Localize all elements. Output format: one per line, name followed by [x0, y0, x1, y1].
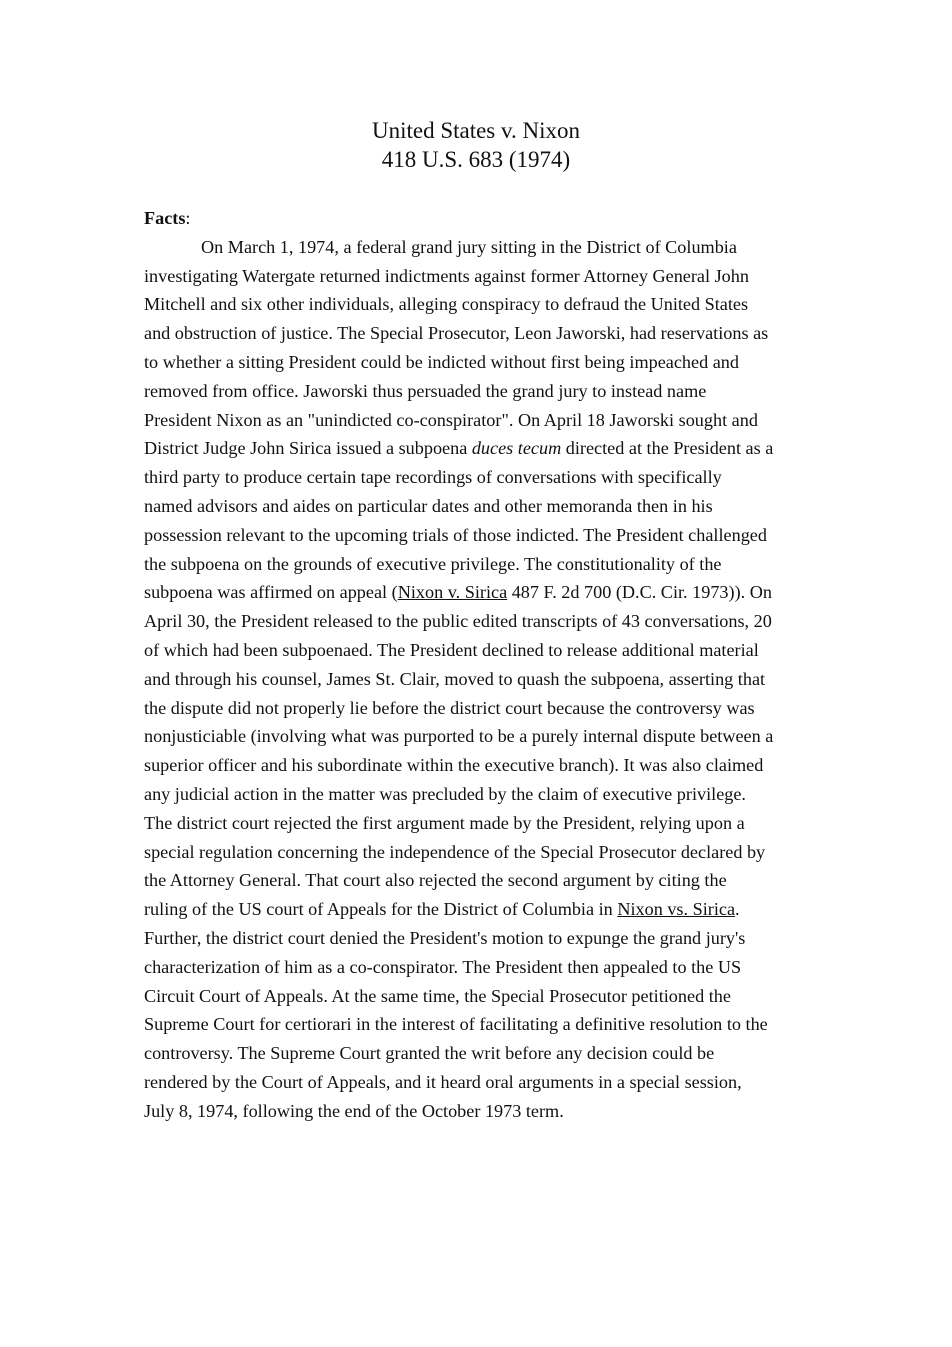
- paragraph-line: [144, 521, 812, 550]
- text-segment: superior officer and his subordinate within the executive branch). It was also claimed: [144, 755, 764, 776]
- paragraph-line: [144, 809, 812, 838]
- text-segment: rendered by the Court of Appeals, and it heard oral arguments in a special session,: [144, 1071, 742, 1092]
- text-segment: of which had been subpoenaed. The President declined to release additional material: [144, 639, 759, 660]
- paragraph-line: [144, 262, 812, 291]
- paragraph-line: [144, 694, 812, 723]
- text-segment: and through his counsel, James St. Clair, moved to quash the subpoena, asserting that: [144, 668, 766, 689]
- paragraph-line: [144, 578, 812, 607]
- text-segment: third party to produce certain tape recordings of conversations with specifically: [144, 467, 722, 488]
- text-segment: Supreme Court for certiorari in the interest of facilitating a definitive resolution to the: [144, 1014, 768, 1035]
- paragraph-line: [144, 722, 812, 751]
- text-segment: Mitchell and six other individuals, alleging conspiracy to defraud the United States: [144, 294, 749, 315]
- latin-term: duces tecum: [471, 438, 562, 459]
- text-segment: nonjusticiable (involving what was purported to be a purely internal dispute between a: [144, 726, 774, 747]
- text-segment: removed from office. Jaworski thus persuaded the grand jury to instead name: [144, 380, 707, 401]
- paragraph-line: [144, 550, 812, 579]
- facts-label: Facts: [144, 208, 186, 228]
- case-name: United States v. Nixon: [371, 118, 581, 143]
- facts-heading: [144, 204, 812, 233]
- text-segment: possession relevant to the upcoming trials of those indicted. The President challenged: [144, 524, 767, 545]
- text-segment: On March 1, 1974, a federal grand jury sitting in the District of Columbia: [201, 236, 737, 257]
- case-citation: 418 U.S. 683 (1974): [381, 147, 571, 172]
- paragraph-line: [144, 982, 812, 1011]
- paragraph-line: [144, 348, 812, 377]
- case-header: [0, 116, 952, 174]
- paragraph-line: [144, 463, 812, 492]
- paragraph-line: [144, 895, 812, 924]
- paragraph-line: [144, 636, 812, 665]
- text-segment: .: [735, 899, 740, 920]
- text-segment: characterization of him as a co-conspirator. The President then appealed to the US: [144, 956, 742, 977]
- paragraph-line: [144, 1010, 812, 1039]
- text-segment: Further, the district court denied the President's motion to expunge the grand jury's: [144, 927, 746, 948]
- paragraph-line: [144, 607, 812, 636]
- paragraph-line: [144, 434, 812, 463]
- text-segment: April 30, the President released to the public edited transcripts of 43 conversations, 20: [144, 611, 772, 632]
- text-segment: Circuit Court of Appeals. At the same time, the Special Prosecutor petitioned the: [144, 985, 731, 1006]
- facts-section: [144, 204, 812, 1126]
- text-segment: President Nixon as an "unindicted co-conspirator". On April 18 Jaworski sought and: [144, 409, 758, 430]
- text-segment: to whether a sitting President could be indicted without first being impeached and: [144, 351, 739, 372]
- paragraph-line: [144, 1097, 812, 1126]
- text-segment: 487 F. 2d 700 (D.C. Cir. 1973)). On: [507, 582, 772, 603]
- text-segment: controversy. The Supreme Court granted the writ before any decision could be: [144, 1043, 715, 1064]
- paragraph-line: [144, 953, 812, 982]
- case-reference: Nixon v. Sirica: [397, 582, 508, 603]
- text-segment: any judicial action in the matter was precluded by the claim of executive privilege.: [144, 783, 746, 804]
- paragraph-line: [144, 665, 812, 694]
- paragraph-line: [144, 1068, 812, 1097]
- text-segment: ruling of the US court of Appeals for the District of Columbia in: [144, 899, 618, 920]
- paragraph-line: [144, 780, 812, 809]
- paragraph-line: [144, 319, 812, 348]
- text-segment: the dispute did not properly lie before the district court because the controversy was: [144, 697, 755, 718]
- text-segment: The district court rejected the first argument made by the President, relying upon a: [144, 812, 745, 833]
- paragraph-line: [144, 406, 812, 435]
- text-segment: investigating Watergate returned indictments against former Attorney General John: [144, 265, 749, 286]
- text-segment: District Judge John Sirica issued a subpoena: [144, 438, 472, 459]
- text-segment: special regulation concerning the independence of the Special Prosecutor declared by: [144, 841, 766, 862]
- text-segment: and obstruction of justice. The Special Prosecutor, Leon Jaworski, had reservations as: [144, 323, 769, 344]
- text-segment: directed at the President as a: [561, 438, 774, 459]
- paragraph-line: [144, 492, 812, 521]
- paragraph-line: [144, 838, 812, 867]
- text-segment: July 8, 1974, following the end of the October 1973 term.: [144, 1100, 564, 1121]
- text-segment: the Attorney General. That court also rejected the second argument by citing the: [144, 870, 727, 891]
- facts-paragraph: [144, 233, 812, 1126]
- paragraph-line: [144, 866, 812, 895]
- case-reference: Nixon vs. Sirica: [617, 899, 736, 920]
- paragraph-line: [144, 751, 812, 780]
- text-segment: named advisors and aides on particular dates and other memoranda then in his: [144, 495, 713, 516]
- paragraph-line: [144, 377, 812, 406]
- paragraph-line: [144, 290, 812, 319]
- paragraph-line: [144, 924, 812, 953]
- paragraph-line: [144, 233, 812, 262]
- paragraph-line: [144, 1039, 812, 1068]
- text-segment: subpoena was affirmed on appeal (: [144, 582, 398, 603]
- text-segment: the subpoena on the grounds of executive privilege. The constitutionality of the: [144, 553, 722, 574]
- facts-colon: :: [185, 208, 191, 228]
